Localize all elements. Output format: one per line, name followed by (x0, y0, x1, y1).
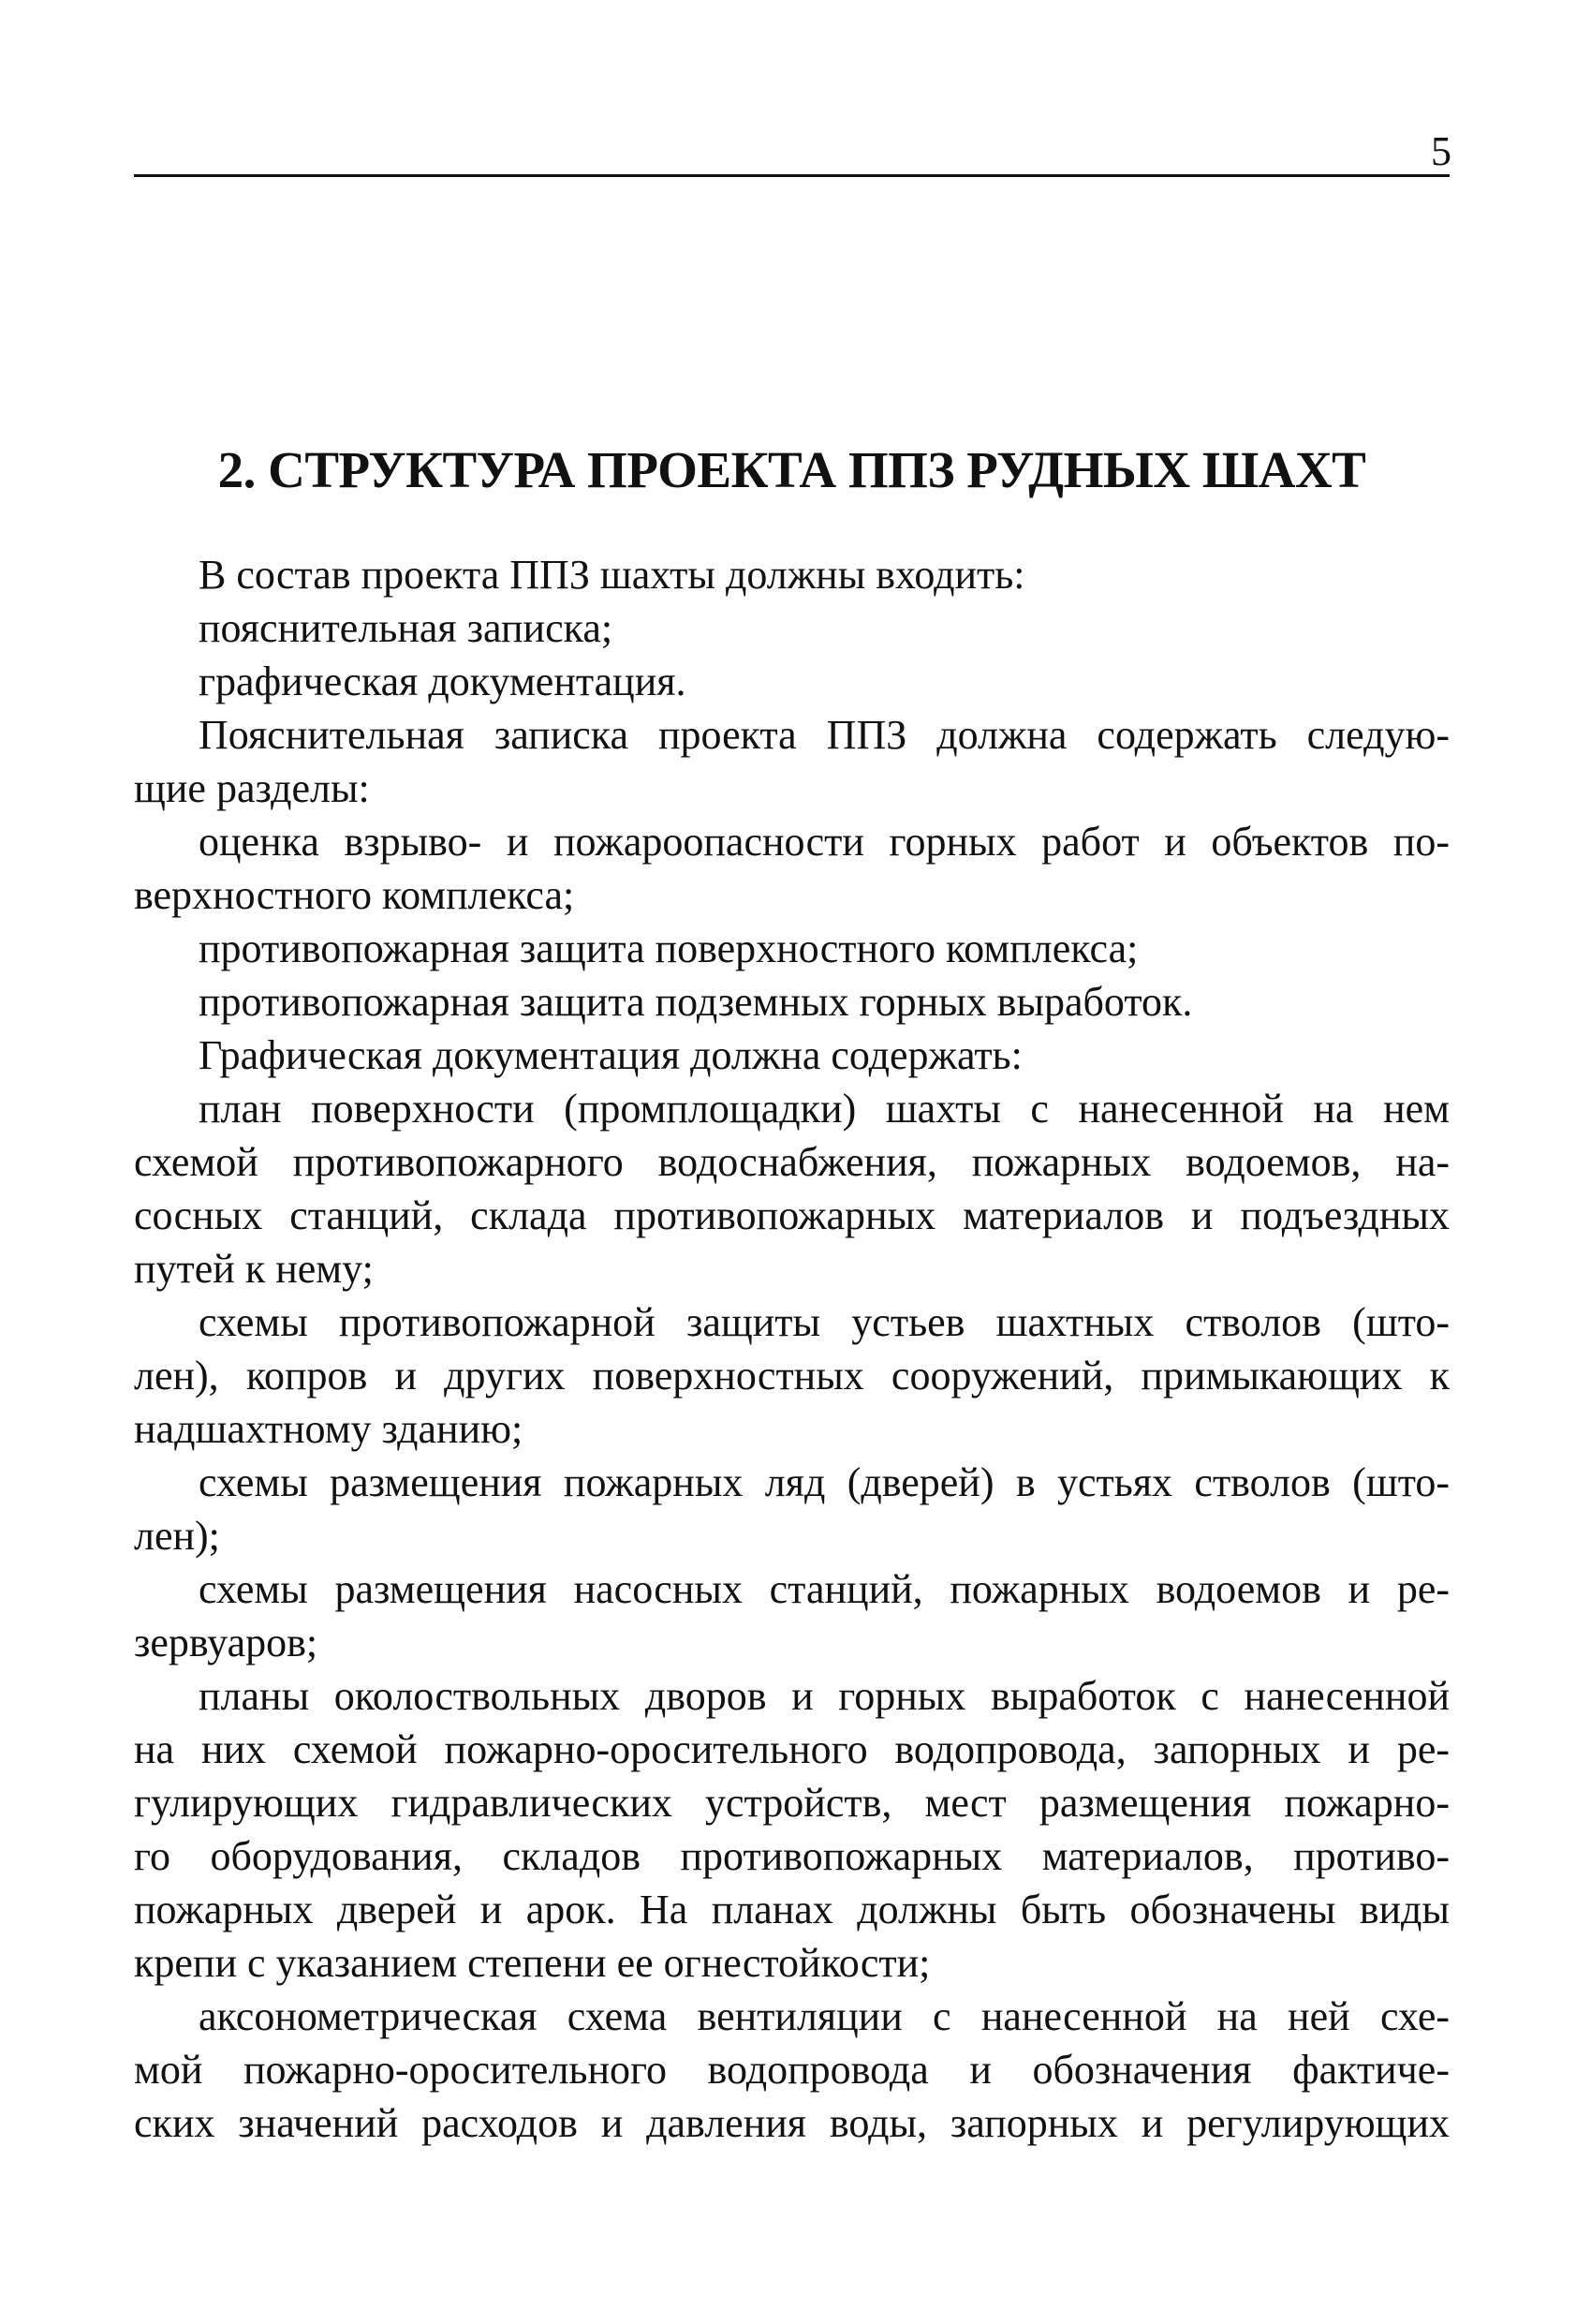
text-line: оценка взрыво- и пожароопасности горных работ и объектов по- (199, 819, 1450, 865)
text-line: схемы размещения насосных станций, пожарных водоемов и ре- (199, 1566, 1450, 1612)
body-text (134, 548, 1450, 2150)
text-line: схемы размещения пожарных ляд (дверей) в устьях стволов (што- (199, 1459, 1450, 1505)
text-line: схемой противопожарного водоснабжения, пожарных водоемов, на- (134, 1139, 1450, 1185)
text-line: надшахтному зданию; (134, 1406, 523, 1452)
text-line: лен), копров и других поверхностных сооружений, примыкающих к (134, 1353, 1450, 1399)
text-line: противопожарная защита подземных горных выработок. (199, 979, 1193, 1025)
section-title: 2. СТРУКТУРА ПРОЕКТА ППЗ РУДНЫХ ШАХТ (217, 441, 1366, 498)
text-line: путей к нему; (134, 1246, 374, 1292)
text-line: го оборудования, складов противопожарных материалов, противо- (134, 1833, 1450, 1879)
text-line: гулирующих гидравлических устройств, мест размещения пожарно- (134, 1780, 1450, 1826)
text-line: графическая документация. (199, 659, 686, 704)
text-line: верхностного комплекса; (134, 872, 575, 918)
text-line: ских значений расходов и давления воды, запорных и регулирующих (134, 2100, 1450, 2146)
text-line: мой пожарно-оросительного водопровода и обозначения фактиче- (134, 2047, 1450, 2093)
text-line: пояснительная записка; (199, 605, 613, 651)
text-line: противопожарная защита поверхностного комплекса; (199, 925, 1139, 971)
text-line: сосных станций, склада противопожарных материалов и подъездных (134, 1192, 1450, 1238)
header-rule (134, 174, 1450, 177)
text-line: В состав проекта ППЗ шахты должны входить: (199, 552, 1025, 598)
text-line: аксонометрическая схема вентиляции с нанесенной на ней схе- (199, 1993, 1450, 2039)
text-line: Графическая документация должна содержать: (199, 1032, 1023, 1078)
text-line: лен); (134, 1513, 220, 1559)
text-line: планы околоствольных дворов и горных выработок с нанесенной (199, 1673, 1450, 1719)
page-number: 5 (1431, 128, 1451, 174)
text-line: схемы противопожарной защиты устьев шахтных стволов (што- (199, 1299, 1450, 1345)
text-line: на них схемой пожарно-оросительного водопровода, запорных и ре- (134, 1726, 1450, 1772)
text-line: Пояснительная записка проекта ППЗ должна содержать следую- (199, 712, 1450, 758)
text-line: план поверхности (промплощадки) шахты с нанесенной на нем (199, 1086, 1450, 1132)
text-line: зервуаров; (134, 1620, 318, 1665)
text-line: крепи с указанием степени ее огнестойкости; (134, 1940, 931, 1986)
text-line: пожарных дверей и арок. На планах должны быть обозначены виды (134, 1887, 1450, 1932)
text-line: щие разделы: (134, 765, 370, 811)
